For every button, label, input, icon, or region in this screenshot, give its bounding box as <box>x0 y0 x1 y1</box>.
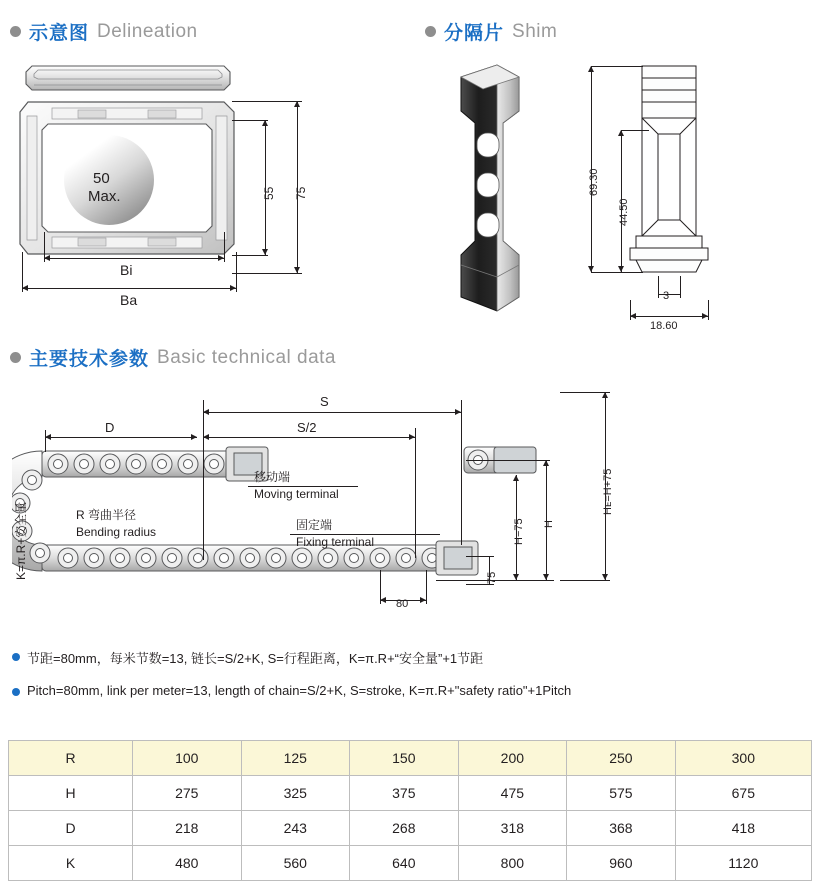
table-cell: 325 <box>241 776 350 811</box>
dim-3-label: 3 <box>663 290 670 302</box>
dim-S-label: S <box>320 394 329 409</box>
dim-80-ext-right <box>426 570 427 604</box>
dim-4450-ext-top <box>621 130 649 131</box>
section-header-shim <box>425 18 557 45</box>
dim-1860-ext-left <box>630 300 631 320</box>
dim-HE-ext-bottom <box>560 580 610 581</box>
dim-ba-ext-right <box>236 252 237 292</box>
moving-terminal-label-en: Moving terminal <box>254 487 339 501</box>
dim-75-ext-top <box>232 101 302 102</box>
section-title-cn: 主要技术参数 <box>29 349 150 370</box>
note-cn <box>12 648 483 667</box>
table-header-cell: 300 <box>675 741 811 776</box>
dim-S-ext-left <box>203 400 204 560</box>
table-cell: 475 <box>458 776 567 811</box>
section-title-en: Delineation <box>97 20 198 42</box>
dim-ba-ext-left <box>22 252 23 292</box>
dim-75-ext-bottom <box>232 273 302 274</box>
dim-6930-ext-top <box>591 66 643 67</box>
table-header-cell: 200 <box>458 741 567 776</box>
bending-radius-label-cn: R 弯曲半径 <box>76 508 137 522</box>
table-header-cell: 100 <box>133 741 242 776</box>
note-cn-text: 节距=80mm，每米节数=13, 链长=S/2+K, S=行程距离，K=π.R+“安全量”+1节距 <box>27 651 484 666</box>
table-cell: 560 <box>241 846 350 881</box>
table-cell: 268 <box>350 811 459 846</box>
dim-55-ext-top <box>232 120 268 121</box>
table-header-cell: R <box>9 741 133 776</box>
section-title-en: Shim <box>512 20 558 42</box>
moving-terminal-label-cn: 移动端 <box>254 470 291 484</box>
fixing-terminal-label-cn: 固定端 <box>296 518 333 532</box>
dim-D-arrow-right <box>191 434 197 440</box>
table-row <box>9 776 812 811</box>
dim-ba-line <box>22 288 236 289</box>
table-row <box>9 846 812 881</box>
dim-S2-line <box>203 437 415 438</box>
dim-HE-ext-top <box>560 392 610 393</box>
dim-55-ext-bottom <box>232 255 268 256</box>
dim-S2-arrow-left <box>203 434 209 440</box>
table-cell: 960 <box>567 846 676 881</box>
fixing-terminal-label-en: Fixing terminal <box>296 535 375 549</box>
shim-3d-drawing <box>435 55 565 335</box>
dim-bi-ext-right <box>224 232 225 262</box>
dim-75-label: 75 <box>294 186 308 200</box>
table-cell: 318 <box>458 811 567 846</box>
dim-1860-label: 18.60 <box>650 320 678 332</box>
dim-6930-label: 69.30 <box>588 168 600 196</box>
dim-3-ext-left <box>658 276 659 298</box>
dim-H-ext-top <box>466 460 550 461</box>
lid-part <box>26 66 230 90</box>
table-cell: 368 <box>567 811 676 846</box>
delineation-drawing <box>18 58 338 318</box>
dim-bi-line <box>44 258 224 259</box>
dim-4450-arrow-bottom <box>618 266 624 272</box>
dim-H75-label: H−75 <box>513 518 525 545</box>
fixing-terminal-leader <box>290 534 440 535</box>
dim-H75-arrow-top <box>513 475 519 481</box>
table-cell: 800 <box>458 846 567 881</box>
table-cell: 218 <box>133 811 242 846</box>
note-en-text: Pitch=80mm, link per meter=13, length of chain=S/2+K, S=stroke, K=π.R+"safety ratio"+1Pitch <box>27 683 572 698</box>
bending-radius-label-en: Bending radius <box>76 525 157 539</box>
dim-K-label: K=π.R+安全量 <box>14 501 28 580</box>
dim-3-ext-right <box>680 276 681 298</box>
ball-label-max: Max. <box>88 188 121 205</box>
section-title-cn: 示意图 <box>29 23 90 44</box>
table-header-cell: 125 <box>241 741 350 776</box>
dim-D-ext-left <box>45 430 46 452</box>
bullet-icon <box>425 26 436 37</box>
section-header-delineation <box>10 18 198 45</box>
section-title-en: Basic technical data <box>157 346 337 368</box>
dim-HE-label: Hᴇ=H+75 <box>602 468 614 515</box>
dim-D-label: D <box>105 420 115 435</box>
dim-S2-label: S/2 <box>297 420 317 435</box>
table-row-label: K <box>9 846 133 881</box>
dim-ba-label: Ba <box>120 292 138 308</box>
dim-bi-ext-left <box>44 232 45 262</box>
table-row-label: D <box>9 811 133 846</box>
table-header-row <box>9 741 812 776</box>
table-cell: 1120 <box>675 846 811 881</box>
table-cell: 243 <box>241 811 350 846</box>
dim-6930-ext-bottom <box>591 272 643 273</box>
dim-75b-label: 75 <box>486 571 498 584</box>
table-cell: 640 <box>350 846 459 881</box>
section-header-basic <box>10 344 336 371</box>
dim-75b-ext-top <box>466 556 494 557</box>
table-cell: 418 <box>675 811 811 846</box>
table-cell: 575 <box>567 776 676 811</box>
dim-D-line <box>45 437 197 438</box>
bullet-icon <box>10 352 21 363</box>
table-cell: 675 <box>675 776 811 811</box>
dim-bi-label: Bi <box>120 262 133 278</box>
dim-1860-ext-right <box>708 300 709 320</box>
dim-80-label: 80 <box>396 598 409 610</box>
dim-1860-line <box>630 316 708 317</box>
dim-S2-ext-right <box>415 428 416 558</box>
dim-H-label: H <box>543 520 555 528</box>
bullet-icon <box>10 26 21 37</box>
dim-S-line <box>203 412 461 413</box>
table-cell: 275 <box>133 776 242 811</box>
section-title-cn: 分隔片 <box>444 23 505 44</box>
bullet-icon <box>12 653 20 661</box>
note-en <box>12 683 571 698</box>
table-row-label: H <box>9 776 133 811</box>
table-header-cell: 150 <box>350 741 459 776</box>
technical-data-table <box>8 740 812 881</box>
dim-80-ext-left <box>380 570 381 604</box>
table-row <box>9 811 812 846</box>
dim-4450-label: 44.50 <box>618 198 630 226</box>
bullet-icon <box>12 688 20 696</box>
dim-S-ext-right <box>461 400 462 545</box>
table-cell: 375 <box>350 776 459 811</box>
ball-label-value: 50 <box>93 170 110 187</box>
moving-terminal-leader <box>248 486 358 487</box>
dim-75b-ext-bottom <box>466 584 494 585</box>
dim-55-label: 55 <box>262 186 276 200</box>
table-cell: 480 <box>133 846 242 881</box>
table-header-cell: 250 <box>567 741 676 776</box>
